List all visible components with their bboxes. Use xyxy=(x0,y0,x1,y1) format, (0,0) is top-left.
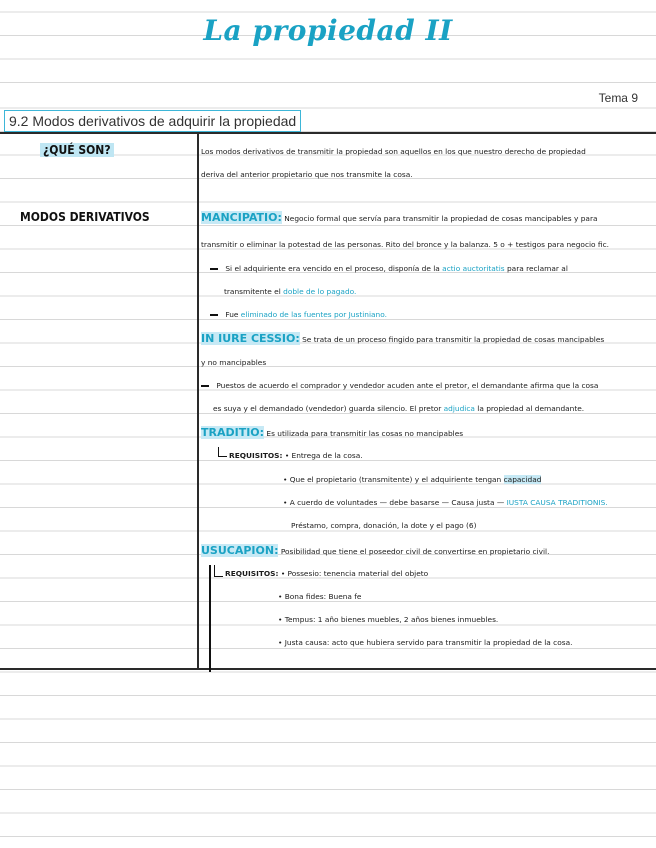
traditio-req-label: REQUISITOS: xyxy=(229,451,283,460)
usucapion-line-1 xyxy=(201,544,549,557)
in-iure-bullet-1b-pre: es suya y el demandado (vendedor) guarda silencio. El pretor xyxy=(213,404,442,413)
usucapion-bracket-line xyxy=(209,565,211,672)
usucapion-heading: USUCAPION: xyxy=(201,544,279,557)
traditio-req-3-pre: • A cuerdo de voluntades xyxy=(283,498,378,507)
table-top-rule xyxy=(0,132,656,134)
traditio-req-2-pre: • Que el propietario (transmitente) y el adquiriente tengan xyxy=(283,475,502,484)
bracket-icon xyxy=(218,447,227,457)
actio-auctoritatis: actio auctoritatis xyxy=(442,264,505,273)
mancipatio-bullet-2-pre: Fue xyxy=(225,310,239,319)
traditio-req-1-text: • Entrega de la cosa. xyxy=(284,451,363,460)
traditio-req-1 xyxy=(229,451,363,460)
table-bottom-rule xyxy=(0,668,656,670)
que-son-label: ¿QUÉ SON? xyxy=(40,143,114,157)
mancipatio-bullet-2 xyxy=(210,310,387,319)
traditio-req-2 xyxy=(283,475,541,484)
definition-line-2: deriva del anterior propietario que nos transmite la cosa. xyxy=(201,170,413,179)
mancipatio-line-2: transmitir o eliminar la potestad de las personas. Rito del bronce y la balanza. 5 o + testigos para negocio fic. xyxy=(201,240,609,249)
in-iure-bullet-1-cont xyxy=(213,404,584,413)
usucapion-req-3: • Tempus: 1 año bienes muebles, 2 años bienes inmuebles. xyxy=(278,615,499,624)
column-divider xyxy=(197,133,199,669)
page-title: La propiedad II xyxy=(203,14,453,47)
topic-label: Tema 9 xyxy=(598,91,638,105)
section-heading: 9.2 Modos derivativos de adquirir la propiedad xyxy=(4,110,301,132)
in-iure-bullet-1 xyxy=(201,381,598,390)
iusta-causa: IUSTA CAUSA TRADITIONIS. xyxy=(506,498,608,507)
traditio-req-3-mid: — debe basarse — Causa justa — xyxy=(379,498,505,507)
mancipatio-bullet-1-post: para reclamar al xyxy=(506,264,568,273)
traditio-req-3-cont: Préstamo, compra, donación, la dote y el pago (6) xyxy=(291,521,477,530)
usucapion-req-1 xyxy=(225,569,428,578)
eliminado-justiniano: eliminado de las fuentes por Justiniano. xyxy=(240,310,387,319)
adjudica: adjudica xyxy=(443,404,475,413)
mancipatio-bullet-1b-pre: transmitente el xyxy=(224,287,281,296)
traditio-text-1: Es utilizada para transmitir las cosas no mancipables xyxy=(266,429,464,438)
usucapion-req-1-text: • Possesio: tenencia material del objeto xyxy=(280,569,429,578)
modos-derivativos-label: MODOS DERIVATIVOS xyxy=(20,210,150,224)
in-iure-heading: IN IURE CESSIO: xyxy=(201,332,300,345)
dash-bullet-icon xyxy=(201,381,214,390)
dash-bullet-icon xyxy=(210,310,223,319)
mancipatio-bullet-1-cont xyxy=(224,287,356,296)
definition-line-1: Los modos derivativos de transmitir la propiedad son aquellos en los que nuestro derecho de propiedad xyxy=(201,147,586,156)
in-iure-line-1 xyxy=(201,332,604,345)
mancipatio-heading: MANCIPATIO: xyxy=(201,211,282,224)
usucapion-req-label: REQUISITOS: xyxy=(225,569,279,578)
usucapion-req-4: • Justa causa: acto que hubiera servido para transmitir la propiedad de la cosa. xyxy=(278,638,573,647)
in-iure-text-1: Se trata de un proceso fingido para transmitir la propiedad de cosas mancipables xyxy=(302,335,605,344)
in-iure-bullet-1b-post: la propiedad al demandante. xyxy=(477,404,585,413)
traditio-req-3 xyxy=(283,498,608,507)
mancipatio-text-1: Negocio formal que servía para transmitir la propiedad de cosas mancipables y para xyxy=(284,214,598,223)
dash-bullet-icon xyxy=(210,264,223,273)
mancipatio-line-1 xyxy=(201,211,598,224)
usucapion-text-1: Posibilidad que tiene el poseedor civil de convertirse en propietario civil. xyxy=(280,547,550,556)
mancipatio-bullet-1-pre: Si el adquiriente era vencido en el proceso, disponía de la xyxy=(225,264,440,273)
doble-pagado: doble de lo pagado. xyxy=(283,287,357,296)
traditio-line-1 xyxy=(201,426,463,439)
capacidad: capacidad xyxy=(503,475,542,484)
traditio-heading: TRADITIO: xyxy=(201,426,265,439)
in-iure-line-2: y no mancipables xyxy=(201,358,267,367)
mancipatio-bullet-1 xyxy=(210,264,568,273)
in-iure-bullet-1-text: Puestos de acuerdo el comprador y vendedor acuden ante el pretor, el demandante afirma que la cosa xyxy=(216,381,599,390)
bracket-icon xyxy=(214,565,223,577)
usucapion-req-2: • Bona fides: Buena fe xyxy=(278,592,362,601)
